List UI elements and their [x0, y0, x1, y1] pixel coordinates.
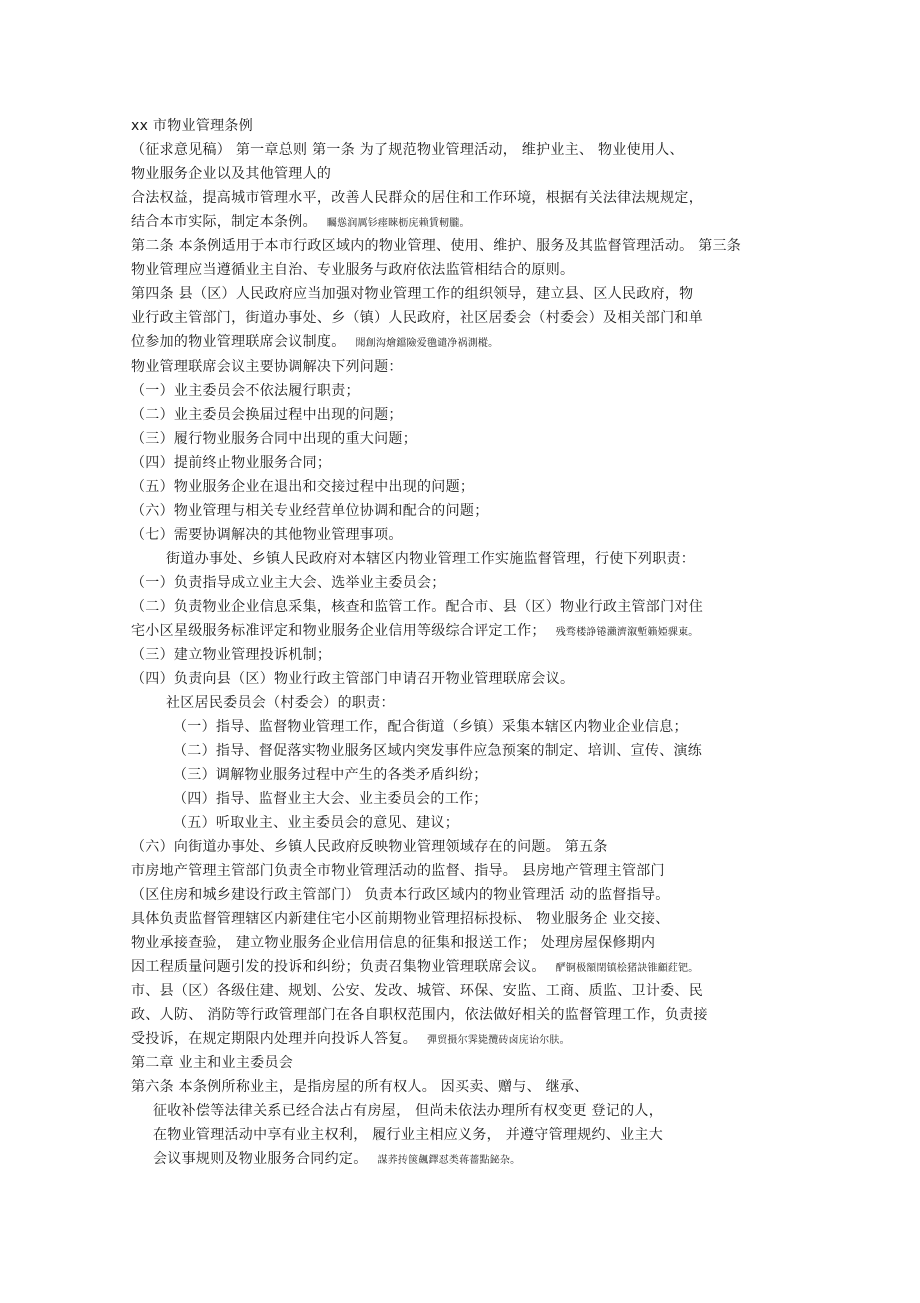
line-text: 会议事规则及物业服务合同约定。 — [153, 1151, 368, 1167]
text-line — [131, 358, 403, 376]
list-item — [131, 478, 474, 496]
text-line — [166, 694, 395, 712]
line-text: 宅小区星级服务标准评定和物业服务企业信用等级综合评定工作； — [131, 623, 546, 639]
line-text: 合法权益，提高城市管理水平，改善人民群众的居住和工作环境，根据有关法律法规规定， — [131, 190, 703, 206]
list-item — [131, 382, 360, 400]
line-text: 第四条 县（区）人民政府应当加强对物业管理工作的组织领导，建立县、区人民政府，物 — [131, 286, 694, 302]
text-line — [131, 333, 498, 353]
garbled-text: 残骛楼諍锩瀨濟溆塹籟婭骒東。 — [555, 627, 699, 638]
text-line — [131, 261, 574, 279]
line-text: （一）负责指导成立业主大会、选举业主委员会； — [131, 575, 446, 591]
line-text: 在物业管理活动中享有业主权利， 履行业主相应义务， 并遵守管理规约、业主大 — [153, 1127, 663, 1143]
line-text: （三）调解物业服务过程中产生的各类矛盾纠纷； — [173, 767, 488, 783]
line-text: 物业管理联席会议主要协调解决下列问题： — [131, 359, 403, 375]
text-line — [166, 550, 695, 568]
list-item — [173, 718, 688, 736]
text-line — [131, 141, 684, 159]
text-line — [131, 886, 670, 904]
line-text: （五）物业服务企业在退出和交接过程中出现的问题； — [131, 479, 475, 495]
line-text: 第二条 本条例适用于本市行政区域内的物业管理、使用、维护、服务及其监督管理活动。 第三条 — [131, 238, 742, 254]
line-text: 第六条 本条例所称业主，是指房屋的所有权人。 因买卖、赠与、 继承、 — [131, 1079, 589, 1095]
text-line — [131, 910, 670, 928]
line-text: 第二章 业主和业主委员会 — [131, 1055, 294, 1071]
list-item — [131, 574, 446, 592]
list-item — [173, 814, 459, 832]
line-text: （二）指导、督促落实物业服务区域内突发事件应急预案的制定、培训、宣传、演练 — [173, 743, 703, 759]
text-line — [153, 1102, 663, 1120]
list-item — [131, 454, 331, 472]
line-text: （一）业主委员会不依法履行职责； — [131, 383, 360, 399]
text-line — [153, 1126, 663, 1144]
line-text: 市、县（区）各级住建、规划、公安、发改、城管、环保、安监、工商、质监、卫计委、民 — [131, 983, 703, 999]
list-item — [131, 406, 403, 424]
line-text: （征求意见稿） 第一章总则 第一条 为了规范物业管理活动， 维护业主、 物业使用人、 — [131, 142, 684, 158]
line-text: 受投诉，在规定期限内处理并向投诉人答复。 — [131, 1031, 417, 1047]
text-line — [131, 622, 699, 642]
line-text: （三）建立物业管理投诉机制； — [131, 647, 332, 663]
line-text: （四）负责向县（区）物业行政主管部门申请召开物业管理联席会议。 — [131, 671, 575, 687]
text-line — [131, 934, 655, 952]
text-line — [131, 982, 703, 1000]
line-text: 征收补偿等法律关系已经合法占有房屋， 但尚未依法办理所有权变更 登记的人， — [153, 1103, 663, 1119]
list-item — [173, 790, 488, 808]
line-text: （区住房和城乡建设行政主管部门） 负责本行政区域内的物业管理活 动的监督指导。 — [131, 887, 670, 903]
text-line — [131, 189, 703, 207]
line-text: 社区居民委员会（村委会）的职责： — [166, 695, 395, 711]
line-text: （五）听取业主、业主委员会的意见、建议； — [173, 815, 459, 831]
line-text: 位参加的物业管理联席会议制度。 — [131, 334, 346, 350]
list-item — [131, 646, 331, 664]
chapter-heading — [131, 1054, 293, 1072]
garbled-text: 酽锕极額閉镇桧猪訣锥顧荭钯。 — [555, 963, 699, 974]
line-text: （四）指导、监督业主大会、业主委员会的工作； — [173, 791, 488, 807]
list-item — [173, 766, 488, 784]
text-line — [131, 958, 699, 978]
line-text: 具体负责监督管理辖区内新建住宅小区前期物业管理招标投标、 物业服务企 业交接、 — [131, 911, 670, 927]
line-text: （六）向街道办事处、乡镇人民政府反映物业管理领域存在的问题。 第五条 — [131, 839, 608, 855]
line-text: 街道办事处、乡镇人民政府对本辖区内物业管理工作实施监督管理，行使下列职责： — [166, 551, 696, 567]
text-line — [131, 1006, 708, 1024]
line-text: 政、人防、 消防等行政管理部门在各自职权范围内，依法做好相关的监督管理工作，负责接 — [131, 1007, 708, 1023]
list-item — [173, 742, 702, 760]
line-text: 物业服务企业以及其他管理人的 — [131, 166, 332, 182]
line-text: 因工程质量问题引发的投诉和纠纷；负责召集物业管理联席会议。 — [131, 959, 546, 975]
list-item — [131, 598, 703, 616]
line-text: 结合本市实际，制定本条例。 — [131, 214, 317, 230]
line-text: （三）履行物业服务合同中出现的重大问题； — [131, 431, 417, 447]
line-text: xx 市物业管理条例 — [131, 118, 254, 134]
line-text: 物业承接查验， 建立物业服务企业信用信息的征集和报送工作； 处理房屋保修期内 — [131, 935, 656, 951]
line-text: （二）业主委员会换届过程中出现的问题； — [131, 407, 403, 423]
text-line — [153, 1150, 520, 1170]
text-line — [131, 285, 693, 303]
list-item — [131, 502, 489, 520]
text-line — [131, 237, 741, 255]
text-line — [131, 862, 665, 880]
line-text: （二）负责物业企业信息采集，核查和监管工作。配合市、县（区）物业行政主管部门对住 — [131, 599, 703, 615]
text-line — [131, 165, 331, 183]
line-text: （四）提前终止物业服务合同； — [131, 455, 332, 471]
document-title — [131, 117, 253, 135]
garbled-text: 彈贸摄尔霁毙攬砖卤庑诒尔肤。 — [427, 1035, 570, 1046]
text-line — [131, 309, 703, 327]
list-item — [131, 430, 417, 448]
line-text: （一）指导、监督物业管理工作，配合街道（乡镇）采集本辖区内物业企业信息； — [173, 719, 688, 735]
garbled-text: 矚慫润厲钐瘗睞枥庑赖賃軔朧。 — [326, 218, 470, 229]
line-text: 物业管理应当遵循业主自治、专业服务与政府依法监管相结合的原则。 — [131, 262, 575, 278]
line-text: （七）需要协调解决的其他物业管理事项。 — [131, 527, 403, 543]
list-item — [131, 526, 403, 544]
list-item — [131, 670, 574, 688]
text-line — [131, 838, 608, 856]
garbled-text: 謀荞抟箧飆鐸怼类蒋薔點鉍杂。 — [377, 1155, 521, 1166]
line-text: 业行政主管部门，街道办事处、乡（镇）人民政府，社区居委会（村委会）及相关部门和单 — [131, 310, 703, 326]
line-text: 市房地产管理主管部门负责全市物业管理活动的监督、指导。 县房地产管理主管部门 — [131, 863, 665, 879]
garbled-text: 聞創沟燴鐺險爱氇谴净祸測樅。 — [355, 338, 499, 349]
text-line — [131, 1078, 589, 1096]
text-line — [131, 213, 470, 233]
text-line — [131, 1030, 570, 1050]
line-text: （六）物业管理与相关专业经营单位协调和配合的问题； — [131, 503, 489, 519]
